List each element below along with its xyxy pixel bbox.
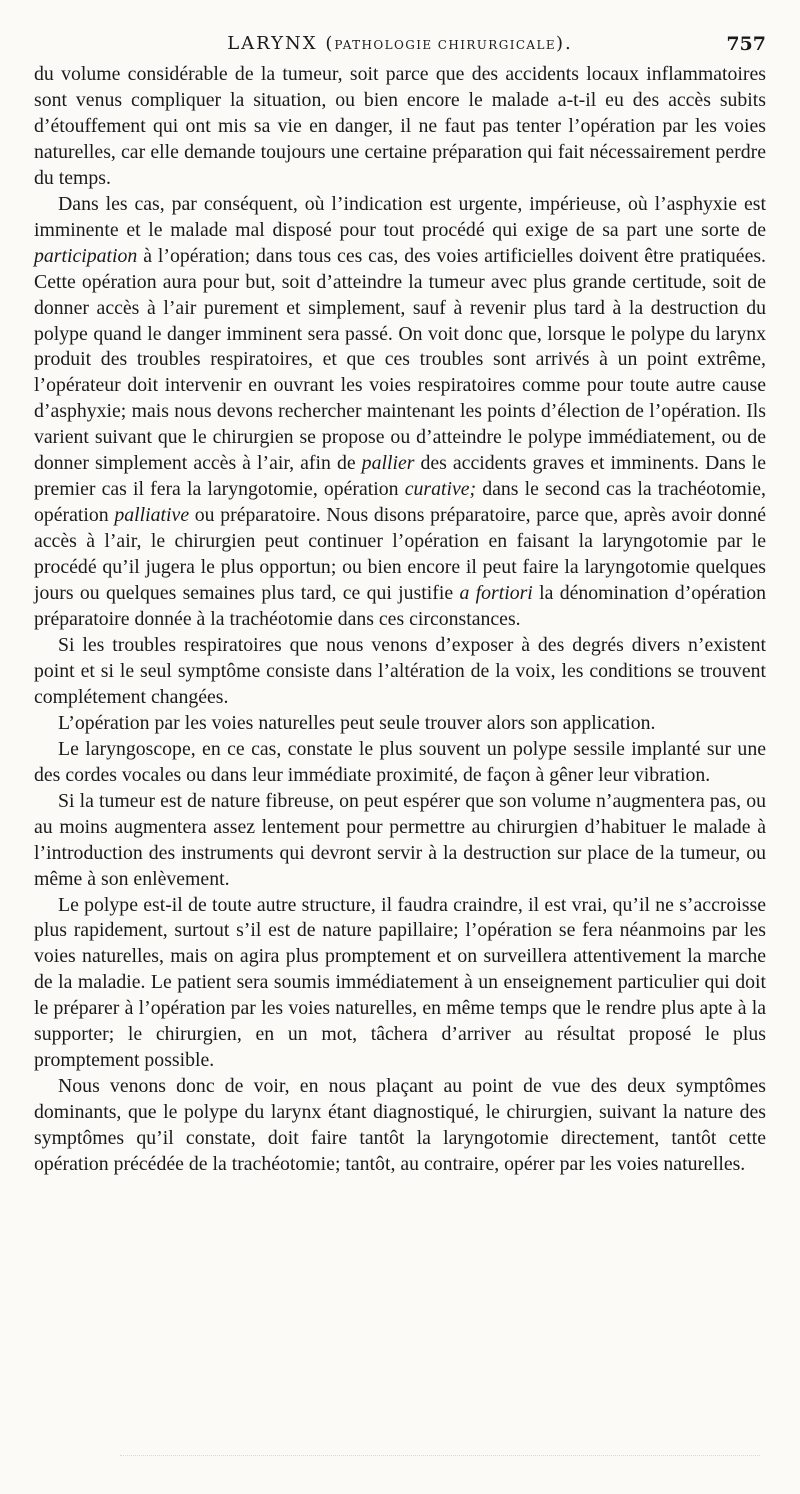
paragraph [34,1074,766,1178]
paragraph [34,789,766,893]
italic-text: curative; [404,478,477,501]
text-segment: du volume considérable de la tumeur, soit parce que des accidents locaux inflammatoires sont venus compliquer la situation, ou bien encore le malade a-t-il eu des accès subits d’étouffement qui ont mis sa vie en danger, il ne faut pas tenter l’opération par les voies naturelles, car elle demande toujours une certaine préparation qui fait nécessairement perdre du temps. [34,63,766,189]
paragraph [34,192,766,633]
italic-text: participation [34,244,138,267]
text-segment: Si les troubles respiratoires que nous venons d’exposer à des degrés divers n’existent point et si le seul symptôme consiste dans l’altération de la voix, les conditions se trouvent complétement changées. [34,633,766,708]
running-title-end: ). [556,33,573,54]
text-segment: ou préparatoire. Nous disons préparatoire, parce que, après avoir donné accès à l’air, le chirurgien peut continuer l’opération en faisant la laryngotomie par le procédé qu’il jugera le plus opportun; ou bien encore il peut faire la laryngotomie quelques jours ou quelques semaines plus tard, ce qui justifie [34,504,767,605]
text-segment: des accidents graves et imminents. Dans le premier cas il fera la laryngotomie, opération [34,452,766,501]
paragraph [34,737,766,789]
running-title-sub: PATHOLOGIE CHIRURGICALE [334,38,557,52]
text-segment: Le polype est-il de toute autre structure, il faudra craindre, il est vrai, qu’il ne s’accroisse plus rapidement, surtout s’il est de nature papillaire; l’opération se fera néanmoins par les voies naturelles, mais on agira plus promptement et on surveillera attentivement la marche de la maladie. Le patient sera soumis immédiatement à un enseignement particulier qui doit le préparer à l’opération par les voies naturelles, en même temps que le rendre plus apte à la supporter; le chirurgien, en un mot, tâchera d’arriver au résultat proposé le plus promptement possible. [34,893,766,1072]
page-number: 757 [726,33,766,55]
italic-text: a fortiori [459,582,533,605]
running-title-main: LARYNX ( [227,33,335,54]
text-segment: Si la tumeur est de nature fibreuse, on peut espérer que son volume n’augmentera pas, ou au moins augmentera assez lentement pour permettre au chirurgien d’habituer le malade à l’introduction des instruments qui devront servir à la destruction sur place de la tumeur, ou même à son enlèvement. [34,789,766,890]
text-segment: dans le second cas la trachéotomie, opération [34,478,766,527]
text-segment: Dans les cas, par conséquent, où l’indication est urgente, impérieuse, où l’asphyxie est imminente et le malade mal disposé pour tout procédé qui exige de sa part une sorte de [34,192,766,241]
italic-text: palliative [114,504,190,527]
paragraph [34,633,766,711]
body-text [34,62,766,1178]
page-header [34,30,766,58]
running-title [34,30,766,59]
paragraph [34,711,766,737]
text-segment: Nous venons donc de voir, en nous plaçant au point de vue des deux symptômes dominants, que le polype du larynx étant diagnostiqué, le chirurgien, suivant la nature des symptômes qu’il constate, doit faire tantôt la laryngotomie directement, tantôt cette opération précédée de la trachéotomie; tantôt, au contraire, opérer par les voies naturelles. [34,1075,766,1176]
paragraph [34,893,766,1075]
paragraph [34,62,766,192]
text-segment: à l’opération; dans tous ces cas, des voies artificielles doivent être pratiquées. Cette opération aura pour but, soit d’atteindre la tumeur avec plus grande certitude, soit de donner accès à l’air purement et simplement, sauf à revenir plus tard à la destruction du polype quand le danger imminent sera passé. On voit donc que, lorsque le polype du larynx produit des troubles respiratoires, et que ces troubles sont arrivés à un point extrême, l’opérateur doit intervenir en ouvrant les voies respiratoires comme pour toute autre cause d’asphyxie; mais nous devons rechercher maintenant les points d’élection de l’opération. Ils varient suivant que le chirurgien se propose ou d’atteindre le polype immédiatement, ou de donner simplement accès à l’air, afin de [34,244,766,475]
text-segment: L’opération par les voies naturelles peut seule trouver alors son application. [58,711,656,734]
italic-text: pallier [361,452,415,475]
text-segment: Le laryngoscope, en ce cas, constate le plus souvent un polype sessile implanté sur une des cordes vocales ou dans leur immédiate proximité, de façon à gêner leur vibration. [34,737,766,786]
text-segment: la dénomination d’opération préparatoire donnée à la trachéotomie dans ces circonstances. [34,582,766,631]
footer-divider [120,1455,760,1456]
